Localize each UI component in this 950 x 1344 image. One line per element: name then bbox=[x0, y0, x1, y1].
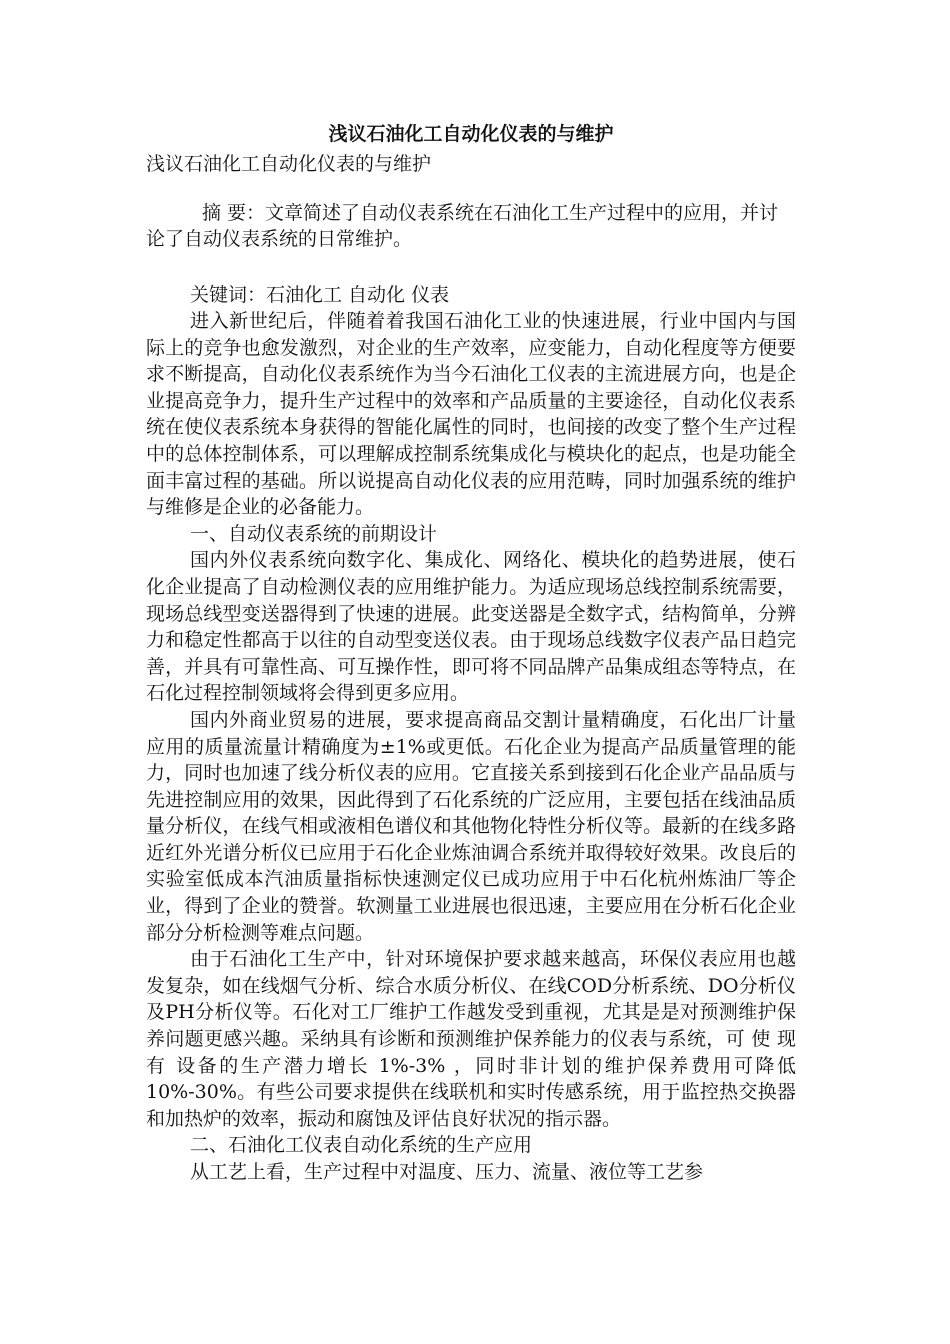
section-1-paragraph-1: 国内外仪表系统向数字化、集成化、网络化、模块化的趋势进展，使石化企业提高了自动检测仪表的应用维护能力。为适应现场总线控制系统需要，现场总线型变送器得到了快速的进展。此变送器是全数字式，结构简单，分辨力和稳定性都高于以往的自动型变送仪表。由于现场总线数字仪表产品日趋完善，并具有可靠性高、可互操作性，即可将不同品牌产品集成组态等特点，在石化过程控制领域将会得到更多应用。 bbox=[146, 549, 796, 705]
document-page bbox=[146, 120, 796, 1186]
section-1-paragraph-2: 国内外商业贸易的进展，要求提高商品交割计量精确度，石化出厂计量应用的质量流量计精确度为±1%或更低。石化企业为提高产品质量管理的能力，同时也加速了线分析仪表的应用。它直接关系到接到石化企业产品品质与先进控制应用的效果，因此得到了石化系统的广泛应用，主要包括在线油品质量分析仪，在线气相或液相色谱仪和其他物化特性分析仪等。最新的在线多路近红外光谱分析仪已应用于石化企业炼油调合系统并取得较好效果。改良后的实验室低成本汽油质量指标快速测定仪已成功应用于中石化杭州炼油厂等企业，得到了企业的赞誉。软测量工业进展也很迅速，主要应用在分析石化企业部分分析检测等难点问题。 bbox=[146, 708, 796, 944]
section-2-paragraph-1: 从工艺上看，生产过程中对温度、压力、流量、液位等工艺参 bbox=[190, 1161, 704, 1183]
abstract-paragraph: 摘 要：文章简述了自动仪表系统在石油化工生产过程中的应用，并讨论了自动仪表系统的日常维护。 bbox=[146, 202, 779, 250]
document-title: 浅议石油化工自动化仪表的与维护 bbox=[328, 123, 614, 145]
section-2-heading: 二、石油化工仪表自动化系统的生产应用 bbox=[190, 1134, 533, 1157]
keywords-line: 关键词：石油化工 自动化 仪表 bbox=[190, 284, 450, 306]
section-1-heading: 一、自动仪表系统的前期设计 bbox=[190, 522, 438, 545]
document-subtitle: 浅议石油化工自动化仪表的与维护 bbox=[146, 153, 432, 175]
intro-paragraph: 进入新世纪后，伴随着着我国石油化工业的快速进展，行业中国内与国际上的竞争也愈发激烈，对企业的生产效率，应变能力，自动化程度等方便要求不断提高，自动化仪表系统作为当今石油化工仪表的主流进展方向，也是企业提高竞争力，提升生产过程中的效率和产品质量的主要途径，自动化仪表系统在使仪表系统本身获得的智能化属性的同时，也间接的改变了整个生产过程中的总体控制体系，可以理解成控制系统集成化与模块化的起点，也是功能全面丰富过程的基础。所以说提高自动化仪表的应用范畴，同时加强系统的维护与维修是企业的必备能力。 bbox=[146, 310, 796, 519]
section-1-paragraph-3: 由于石油化工生产中，针对环境保护要求越来越高，环保仪表应用也越发复杂，如在线烟气分析、综合水质分析仪、在线COD分析系统、DO分析仪及PH分析仪等。石化对工厂维护工作越发受到重视，尤其是是对预测维护保养问题更感兴趣。采纳具有诊断和预测维护保养能力的仪表与系统，可 使 现 有 设备的生产潜力增长 1%-3% ，同时非计划的维护保养费用可降低10%-30%。有些公司要求提供在线联机和实时传感系统，用于监控热交换器和加热炉的效率，振动和腐蚀及评估良好状况的指示器。 bbox=[146, 948, 796, 1130]
